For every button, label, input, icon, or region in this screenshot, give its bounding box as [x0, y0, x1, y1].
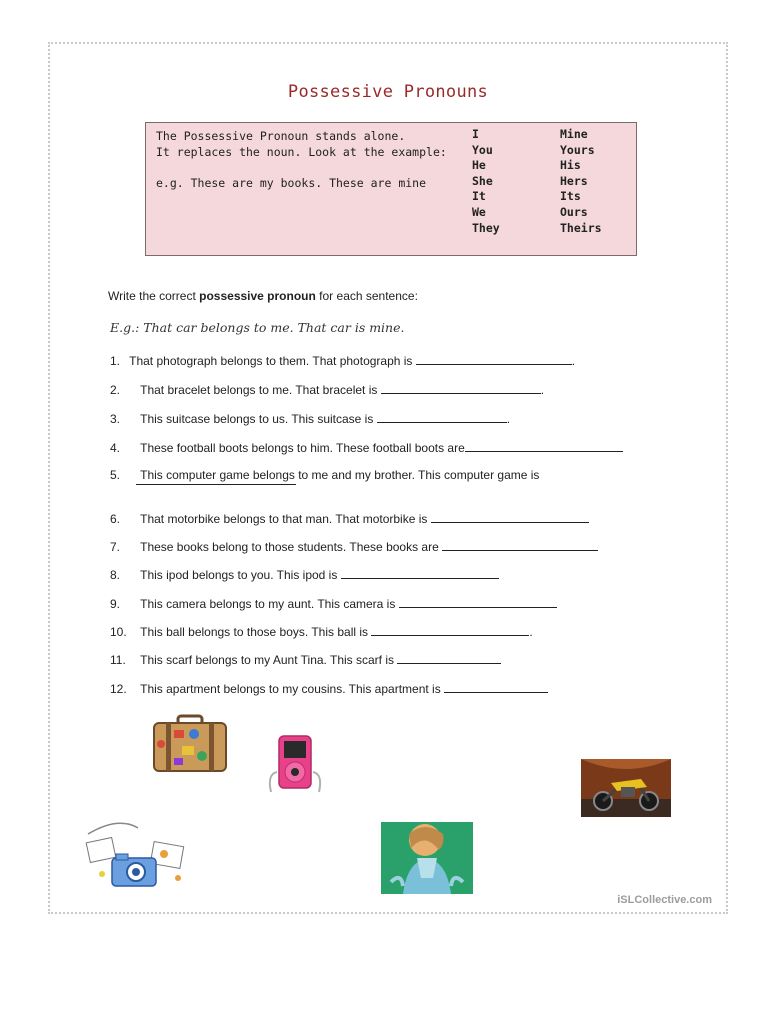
- question-text: This suitcase belongs to us. This suitcase is: [140, 412, 374, 426]
- answer-blank[interactable]: [399, 596, 557, 608]
- question-text: This ball belongs to those boys. This ball is: [140, 625, 369, 639]
- box-line-2: It replaces the noun. Look at the example:: [156, 145, 447, 159]
- answer-blank[interactable]: [431, 511, 589, 523]
- question-number: 4.: [110, 441, 121, 455]
- question-number: 2.: [110, 383, 121, 397]
- question-11: [110, 652, 501, 667]
- suitcase-icon: [152, 714, 228, 774]
- question-text: This computer game belongs to me and my brother. This computer game is: [140, 468, 540, 482]
- possessive-pronoun: Mine: [560, 127, 588, 141]
- question-number: 3.: [110, 412, 121, 426]
- answer-blank[interactable]: [381, 382, 541, 394]
- instruction-part: for each sentence:: [315, 289, 418, 303]
- subject-pronoun: I: [472, 127, 479, 141]
- motorbike-photo: [581, 759, 671, 817]
- question-8: [110, 567, 499, 582]
- question-text: These books belong to those students. These books are: [140, 540, 439, 554]
- instruction-part: Write the correct: [108, 289, 200, 303]
- question-number: 9.: [110, 597, 121, 611]
- answer-blank[interactable]: [444, 681, 548, 693]
- question-text: That motorbike belongs to that man. That motorbike is: [140, 512, 428, 526]
- answer-blank[interactable]: [377, 411, 507, 423]
- question-text: This scarf belongs to my Aunt Tina. This scarf is: [140, 653, 395, 667]
- question-number: 1.: [110, 354, 121, 368]
- question-number: 5.: [110, 468, 121, 482]
- question-text: This ipod belongs to you. This ipod is: [140, 568, 338, 582]
- subject-pronoun: We: [472, 204, 486, 219]
- question-10: [110, 624, 533, 639]
- subject-pronoun-column: [472, 127, 500, 236]
- question-2: [110, 382, 544, 397]
- ipod-icon: [265, 734, 325, 796]
- possessive-pronoun: Yours: [560, 142, 595, 157]
- subject-pronoun: You: [472, 142, 493, 157]
- answer-blank[interactable]: [371, 624, 529, 636]
- box-line-1: The Possessive Pronoun stands alone.: [156, 129, 406, 143]
- box-line-3: e.g. These are my books. These are mine: [156, 176, 427, 190]
- question-suffix: .: [529, 625, 533, 639]
- explanation-box: [145, 122, 637, 256]
- question-6: [110, 511, 589, 526]
- answer-blank[interactable]: [341, 567, 499, 579]
- possessive-pronoun: Hers: [560, 173, 588, 188]
- instruction-text: [108, 289, 418, 303]
- question-text: These football boots belongs to him. These football boots are: [140, 441, 465, 455]
- subject-pronoun: He: [472, 158, 486, 173]
- page-title: Possessive Pronouns: [287, 82, 489, 102]
- example-sentence: E.g.: That car belongs to me. That car is mine.: [110, 320, 405, 335]
- subject-pronoun: It: [472, 189, 486, 204]
- possessive-pronoun: His: [560, 158, 581, 173]
- question-number: 8.: [110, 568, 121, 582]
- question-4: [110, 440, 623, 455]
- question-text: That bracelet belongs to me. That bracelet is: [140, 383, 378, 397]
- camera-icon: [78, 814, 198, 888]
- answer-blank[interactable]: [465, 440, 623, 452]
- question-number: 10.: [110, 625, 127, 639]
- question-7: [110, 539, 598, 554]
- question-suffix: .: [540, 383, 545, 397]
- question-9: [110, 596, 557, 611]
- answer-blank[interactable]: [416, 353, 572, 365]
- question-suffix: .: [506, 412, 511, 426]
- scarf-girl-photo: [381, 822, 473, 894]
- possessive-pronoun: Theirs: [560, 220, 602, 235]
- subject-pronoun: She: [472, 173, 493, 188]
- worksheet-page: [48, 42, 728, 914]
- question-5: [110, 468, 539, 482]
- instruction-bold: possessive pronoun: [199, 289, 316, 303]
- question-12: [110, 681, 548, 696]
- question-3: [110, 411, 510, 426]
- possessive-pronoun: Its: [560, 189, 581, 204]
- question-number: 7.: [110, 540, 121, 554]
- question-number: 11.: [110, 653, 126, 667]
- subject-pronoun: They: [472, 220, 500, 235]
- question-number: 12.: [110, 682, 127, 696]
- footer-watermark: iSLCollective.com: [617, 894, 712, 906]
- possessive-pronoun: Ours: [560, 204, 588, 219]
- question-text: This camera belongs to my aunt. This camera is: [140, 597, 396, 611]
- question-text: This apartment belongs to my cousins. This apartment is: [140, 682, 441, 696]
- question-suffix: .: [571, 354, 576, 368]
- possessive-pronoun-column: [560, 127, 602, 236]
- question-number: 6.: [110, 512, 121, 526]
- answer-blank[interactable]: [442, 539, 598, 551]
- question-text: That photograph belongs to them. That photograph is: [129, 354, 413, 368]
- answer-blank-5[interactable]: [136, 484, 296, 485]
- question-1: [110, 353, 575, 368]
- answer-blank[interactable]: [397, 652, 501, 664]
